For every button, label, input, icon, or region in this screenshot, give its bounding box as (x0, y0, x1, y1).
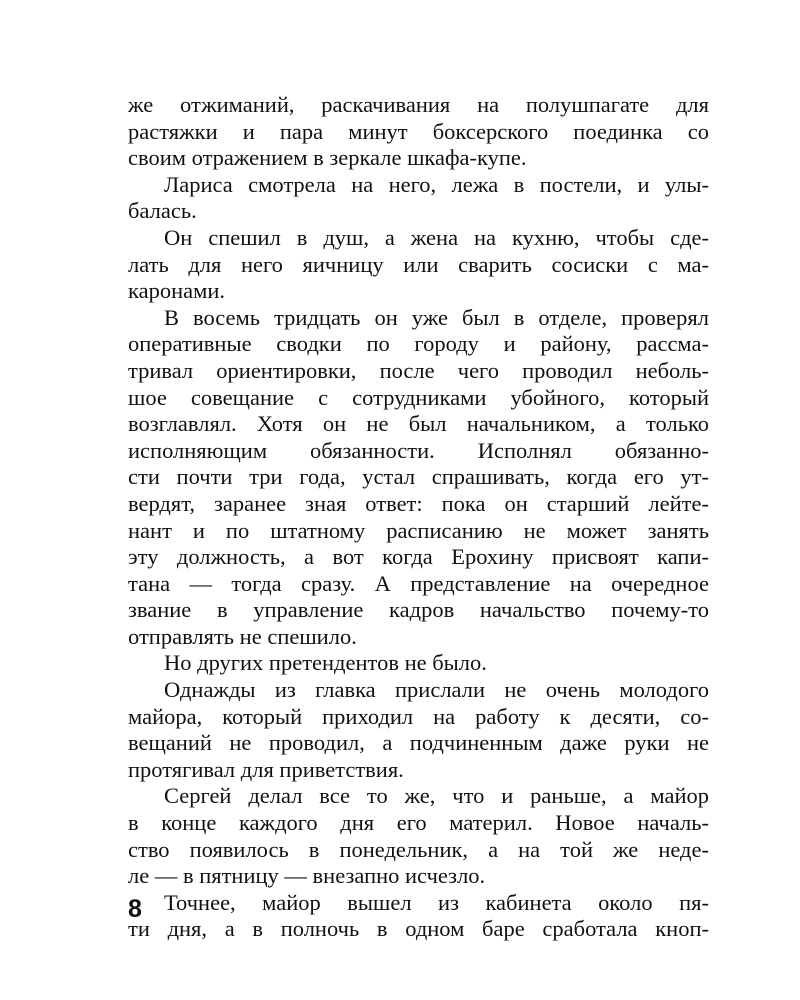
text-line: ство появилось в понедельник, а на той же неде- (128, 836, 709, 862)
text-line: Но других претендентов не было. (164, 650, 487, 676)
text-line: Он спешил в душ, а жена на кухню, чтобы сде- (164, 224, 709, 250)
text-line: Однажды из главка прислали не очень молодого (164, 677, 709, 703)
text-line: отправлять не спешило. (128, 623, 357, 649)
text-line: тана — тогда сразу. А представление на очередное (128, 570, 709, 596)
text-line: Сергей делал все то же, что и раньше, а майор (164, 783, 709, 809)
text-line: же отжиманий, раскачивания на полушпагате для (128, 92, 709, 117)
text-line: исполняющим обязанности. Исполнял обязанно- (128, 437, 709, 463)
text-line: нант и по штатному расписанию не может занять (128, 517, 709, 543)
text-line: Лариса смотрела на него, лежа в постели, и улы- (164, 171, 709, 197)
text-line: ле — в пятницу — внезапно исчезло. (128, 863, 486, 889)
text-line: каронами. (128, 278, 226, 304)
text-line: растяжки и пара минут боксерского поединка со (128, 118, 709, 144)
text-line: сти почти три года, устал спрашивать, когда его ут- (128, 464, 709, 490)
text-line: вердят, заранее зная ответ: пока он старший лейте- (128, 490, 709, 516)
text-line: тривал ориентировки, после чего проводил неболь- (128, 357, 709, 383)
text-line: оперативные сводки по городу и району, рассма- (128, 331, 709, 357)
text-line: звание в управление кадров начальство почему-то (128, 597, 709, 623)
text-line: майора, который приходил на работу к десяти, со- (128, 703, 709, 729)
body-text (128, 92, 709, 943)
text-line: Точнее, майор вышел из кабинета около пя- (164, 889, 709, 915)
page-number: 8 (128, 895, 142, 923)
text-line: в конце каждого дня его материл. Новое началь- (128, 810, 709, 836)
text-line: лать для него яичницу или сварить сосиски с ма- (128, 251, 709, 277)
text-line: своим отражением в зеркале шкафа-купе. (128, 145, 527, 171)
text-line: возглавлял. Хотя он не был начальником, а только (128, 411, 709, 437)
text-line: эту должность, а вот когда Ерохину присвоят капи- (128, 544, 709, 570)
text-line: балась. (128, 198, 197, 224)
text-line: ти дня, а в полночь в одном баре сработала кноп- (128, 916, 709, 942)
text-line: вещаний не проводил, а подчиненным даже руки не (128, 730, 709, 756)
text-line: протягивал для приветствия. (128, 756, 404, 782)
text-line: В восемь тридцать он уже был в отделе, проверял (164, 304, 709, 330)
text-line: шое совещание с сотрудниками убойного, который (128, 384, 709, 410)
